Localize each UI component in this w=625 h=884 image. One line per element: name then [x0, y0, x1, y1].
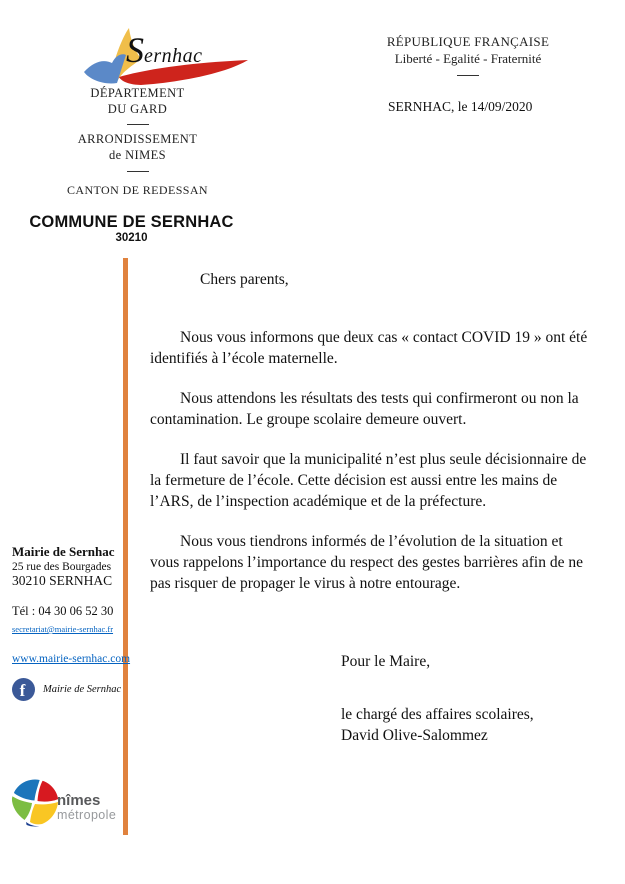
signature-name: David Olive-Salommez: [341, 727, 488, 744]
header-left-block: [29, 26, 235, 244]
sernhac-logo: [82, 26, 252, 86]
departement-line2: DU GARD: [107, 101, 168, 116]
address-street: 25 rue des Bourgades: [12, 561, 112, 573]
letter-date: SERNHAC, le 14/09/2020: [388, 99, 533, 114]
paragraph: Nous vous tiendrons informés de l’évolution de la situation et vous rappelons l’importance du respect des gestes barrières afin de ne pas risquer de propager le virus à notre entourage.: [150, 533, 583, 592]
nimes-wordmark-line2: métropole: [57, 807, 117, 822]
mairie-title: Mairie de Sernhac: [12, 544, 115, 559]
facebook-row: [12, 678, 124, 701]
postal-code: 30210: [115, 231, 148, 244]
salutation: Chers parents,: [200, 271, 289, 288]
header-right-block: [368, 34, 568, 115]
republique-line: RÉPUBLIQUE FRANÇAISE: [386, 34, 550, 49]
email-link[interactable]: secretariat@mairie-sernhac.fr: [12, 624, 114, 634]
divider: [127, 171, 149, 172]
phone-number: Tél : 04 30 06 52 30: [12, 604, 114, 618]
letter-body: [150, 269, 593, 613]
address-city: 30210 SERNHAC: [12, 573, 113, 588]
facebook-page-name: Mairie de Sernhac: [43, 684, 122, 695]
website-link[interactable]: www.mairie-sernhac.com: [12, 653, 131, 665]
logo-script-initial: S: [126, 30, 144, 70]
arrondissement-line2: de NIMES: [108, 147, 166, 162]
commune-title: COMMUNE DE SERNHAC: [29, 212, 234, 231]
nimes-globe-icon: [10, 778, 60, 828]
paragraph: Nous attendons les résultats des tests qui confirmeront ou non la contamination. Le groupe scolaire demeure ouvert.: [150, 390, 579, 428]
facebook-f-glyph: f: [19, 680, 26, 700]
signature-role-line: Pour le Maire,: [341, 653, 431, 670]
nimes-metropole-logo: [10, 776, 125, 838]
nimes-wordmark-line1: nîmes: [57, 792, 101, 809]
divider: [127, 124, 149, 125]
divider: [457, 75, 479, 76]
signature-title-line: le chargé des affaires scolaires,: [341, 706, 534, 723]
paragraph: Il faut savoir que la municipalité n’est plus seule décisionnaire de la fermeture de l’école. Cette décision est aussi entre les mains de l’ARS, de l’inspection académique et de la préfecture.: [150, 451, 587, 510]
sernhac-logo-wordmark: [126, 32, 203, 68]
facebook-icon[interactable]: [12, 678, 35, 701]
signature-block: [341, 651, 534, 746]
nimes-wordmark: [57, 793, 116, 823]
departement-line1: DÉPARTEMENT: [90, 86, 185, 100]
logo-script-rest: ernhac: [144, 45, 203, 67]
paragraph: Nous vous informons que deux cas « contact COVID 19 » ont été identifiés à l’école maternelle.: [150, 329, 588, 367]
devise-line: Liberté - Egalité - Fraternité: [394, 51, 542, 66]
canton-line: CANTON DE REDESSAN: [67, 182, 208, 197]
contact-sidebar: [12, 544, 131, 701]
arrondissement-line1: ARRONDISSEMENT: [77, 132, 198, 147]
